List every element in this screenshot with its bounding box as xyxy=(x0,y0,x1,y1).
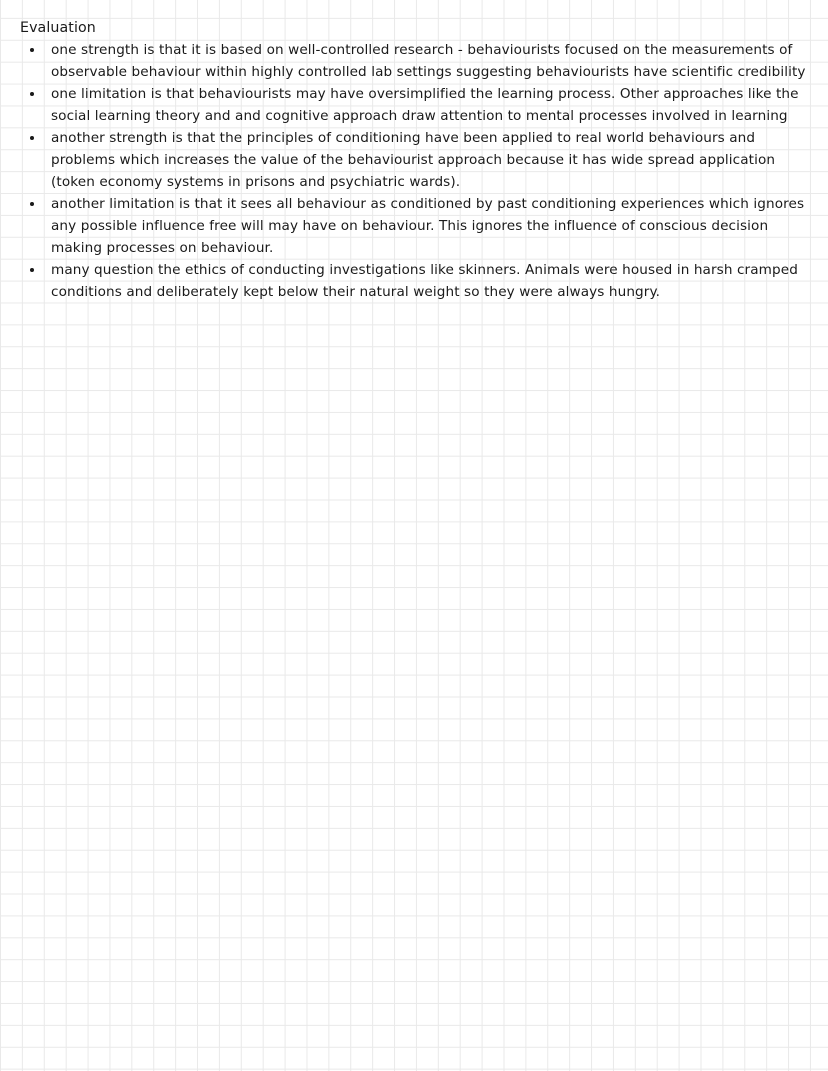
bullet-icon xyxy=(30,268,34,272)
list-item-text: another strength is that the principles of conditioning have been applied to real world behaviours and problems which increases the value of the behaviourist approach because it has wide spread application (token economy systems in prisons and psychiatric wards). xyxy=(51,130,776,190)
list-item xyxy=(0,83,828,127)
list-item xyxy=(0,259,828,303)
bullet-icon xyxy=(30,92,34,96)
bullet-icon xyxy=(30,202,34,206)
list-item-text: many question the ethics of conducting investigations like skinners. Animals were housed in harsh cramped conditions and deliberately kept below their natural weight so they were always hungry. xyxy=(51,262,798,300)
evaluation-list xyxy=(0,39,828,303)
list-item-text: one strength is that it is based on well-controlled research - behaviourists focused on the measurements of observable behaviour within highly controlled lab settings suggesting behaviourists have scientific credibility xyxy=(51,42,806,80)
bullet-icon xyxy=(30,48,34,52)
list-item-text: another limitation is that it sees all behaviour as conditioned by past conditioning experiences which ignores any possible influence free will may have on behaviour. This ignores the influence of conscious decision making processes on behaviour. xyxy=(51,196,805,256)
list-item-text: one limitation is that behaviourists may have oversimplified the learning process. Other approaches like the social learning theory and and cognitive approach draw attention to mental processes involved in learning xyxy=(51,86,799,124)
list-item xyxy=(0,39,828,83)
list-item xyxy=(0,193,828,259)
list-item xyxy=(0,127,828,193)
section-heading: Evaluation xyxy=(20,20,96,36)
bullet-icon xyxy=(30,136,34,140)
